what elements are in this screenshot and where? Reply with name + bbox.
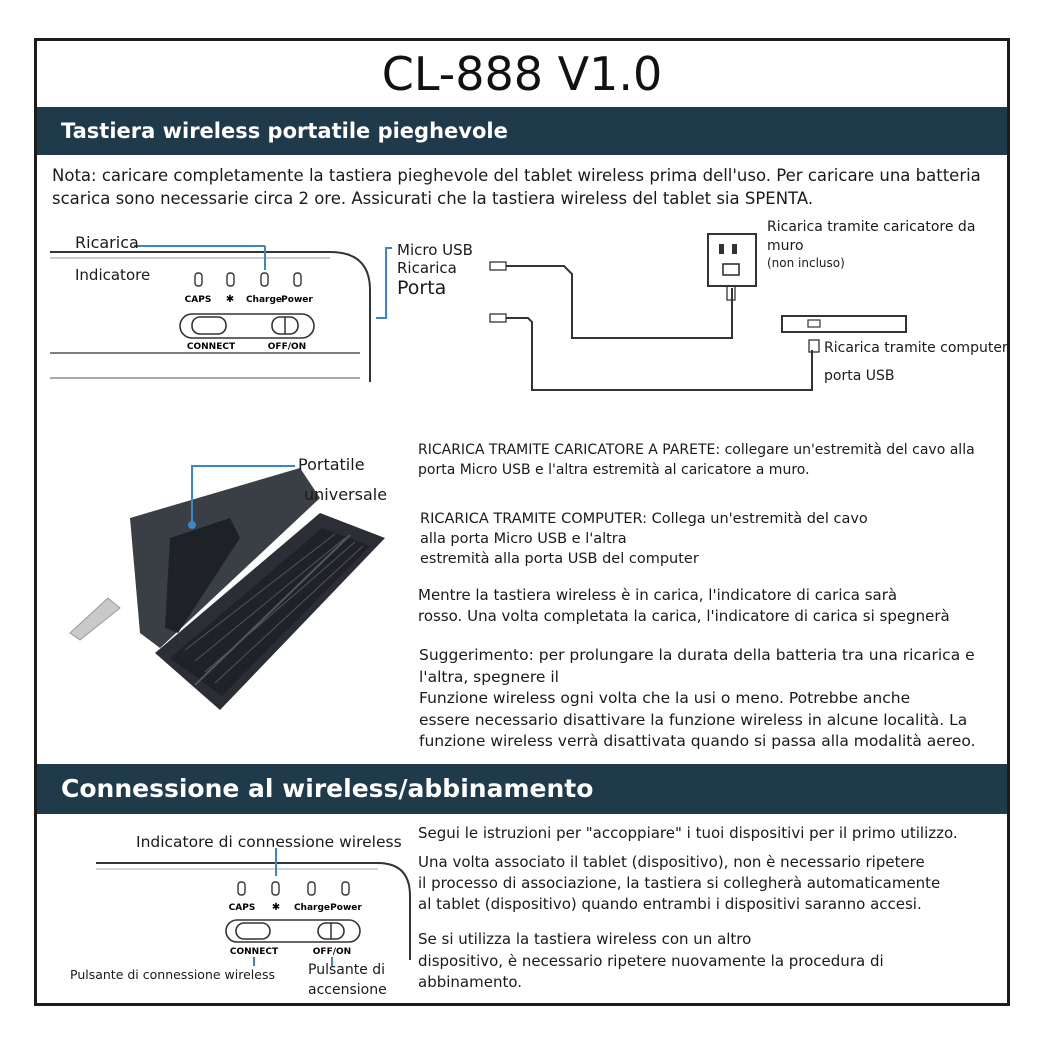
label-power-button — [308, 960, 387, 1000]
label-usb-port: porta USB — [824, 368, 895, 384]
section-heading-portable-keyboard: Tastiera wireless portatile pieghevole — [37, 107, 1007, 155]
label-line: accensione — [308, 982, 387, 998]
led-label-wireless: ✱ — [225, 294, 235, 305]
portatile-leader-dot — [188, 521, 196, 529]
wireless-led-icon — [272, 882, 279, 895]
offon-label: OFF/ON — [312, 947, 352, 957]
led-label-wireless: ✱ — [271, 902, 281, 913]
led-label-charge: Charge — [245, 295, 283, 305]
connect-button[interactable] — [192, 317, 226, 334]
wall-outlet-icon — [708, 234, 756, 286]
wireless-led-icon — [227, 273, 234, 286]
paragraph-line: Segui le istruzioni per "accoppiare" i tuoi dispositivi per il primo utilizzo. — [418, 824, 958, 842]
connect-label: CONNECT — [229, 947, 279, 957]
label-porta: Porta — [397, 277, 447, 299]
led-label-power: Power — [330, 903, 362, 913]
paragraph-line: l'altra, spegnere il — [419, 667, 559, 686]
page-title: CL-888 V1.0 — [381, 47, 663, 101]
caps-led-icon — [238, 882, 245, 895]
paragraph-line: Una volta associato il tablet (dispositivo), non è necessario ripetere — [418, 853, 925, 871]
label-wireless-indicator: Indicatore di connessione wireless — [136, 833, 402, 851]
charging-note — [52, 164, 992, 210]
paragraph-wall-charge — [418, 440, 975, 480]
label-wall-charge: Ricarica tramite caricatore da — [767, 219, 976, 235]
paragraph-line: alla porta Micro USB e l'altra — [420, 531, 627, 547]
outlet-slot-icon — [732, 244, 737, 254]
caps-led-icon — [195, 273, 202, 286]
paragraph-computer-charge — [420, 509, 868, 569]
paragraph-line: al tablet (dispositivo) quando entrambi i dispositivi saranno accesi. — [418, 895, 922, 913]
charge-led-icon — [261, 273, 268, 286]
power-led-icon — [294, 273, 301, 286]
micro-usb-port-bracket — [376, 248, 392, 318]
label-non-incluso: (non incluso) — [767, 256, 845, 270]
paragraph-associated — [418, 852, 940, 915]
micro-usb-plug-icon — [490, 262, 506, 270]
paragraph-line: abbinamento. — [418, 973, 523, 991]
paragraph-other-device — [418, 929, 884, 994]
label-muro: muro — [767, 238, 804, 254]
label-computer-charge: Ricarica tramite computer — [824, 340, 1008, 356]
connect-label: CONNECT — [186, 342, 236, 352]
label-indicatore: Indicatore — [75, 266, 151, 284]
computer-icon — [782, 316, 906, 332]
paragraph-line: essere necessario disattivare la funzione wireless in alcune località. La — [419, 710, 968, 729]
paragraph-line: estremità alla porta USB del computer — [420, 551, 699, 567]
usb-port-icon — [723, 264, 739, 275]
charging-diagram — [40, 218, 1010, 418]
power-led-icon — [342, 882, 349, 895]
paragraph-line: rosso. Una volta completata la carica, l'indicatore di carica si spegnerà — [418, 607, 950, 625]
paragraph-line: Mentre la tastiera wireless è in carica, l'indicatore di carica sarà — [418, 586, 898, 604]
paragraph-line: porta Micro USB e l'altra estremità al caricatore a muro. — [418, 462, 810, 478]
paragraph-line: Suggerimento: per prolungare la durata della batteria tra una ricarica e — [419, 646, 975, 664]
connect-button[interactable] — [236, 923, 270, 939]
led-label-caps: CAPS — [228, 903, 256, 913]
paragraph-line: funzione wireless verrà disattivata quando si passa alla modalità aereo. — [419, 732, 976, 750]
note-line: Nota: caricare completamente la tastiera pieghevole del tablet wireless prima dell'uso. Per caricare una batteria — [52, 166, 981, 185]
led-label-charge: Charge — [293, 903, 331, 913]
label-line: Pulsante di — [308, 962, 386, 978]
label-ricarica: Ricarica — [75, 233, 139, 252]
paragraph-charging-indicator — [418, 585, 950, 627]
paragraph-line: Se si utilizza la tastiera wireless con un altro — [418, 930, 752, 948]
outlet-slot-icon — [719, 244, 724, 254]
usb-plug-icon — [809, 340, 819, 352]
paragraph-line: RICARICA TRAMITE COMPUTER: Collega un'estremità del cavo — [420, 511, 868, 527]
paragraph-line: il processo di associazione, la tastiera si collegherà automaticamente — [418, 874, 941, 892]
label-ricarica-port: Ricarica — [397, 259, 457, 277]
computer-usb-port-icon — [808, 320, 820, 327]
cable-to-wall — [506, 266, 732, 338]
paragraph-tip — [419, 645, 976, 753]
charge-led-icon — [308, 882, 315, 895]
note-line: scarica sono necessarie circa 2 ore. Assicurati che la tastiera wireless del tablet sia SPENTA. — [52, 189, 814, 208]
paragraph-line: RICARICA TRAMITE CARICATORE A PARETE: collegare un'estremità del cavo alla — [418, 442, 975, 458]
section-heading-pairing: Connessione al wireless/abbinamento — [37, 764, 1007, 814]
label-micro-usb: Micro USB — [397, 241, 473, 259]
paragraph-line: dispositivo, è necessario ripetere nuovamente la procedura di — [418, 951, 884, 970]
led-label-caps: CAPS — [184, 295, 212, 305]
paragraph-instructions — [418, 823, 958, 844]
offon-label: OFF/ON — [267, 342, 307, 352]
label-connect-button: Pulsante di connessione wireless — [70, 967, 275, 982]
label-universale: universale — [304, 485, 388, 504]
label-portatile: Portatile — [298, 455, 365, 474]
cable-to-computer — [506, 318, 812, 390]
stand-leg — [70, 598, 120, 640]
micro-usb-plug-icon — [490, 314, 506, 322]
led-label-power: Power — [281, 295, 313, 305]
paragraph-line: Funzione wireless ogni volta che la usi o meno. Potrebbe anche — [419, 689, 911, 707]
